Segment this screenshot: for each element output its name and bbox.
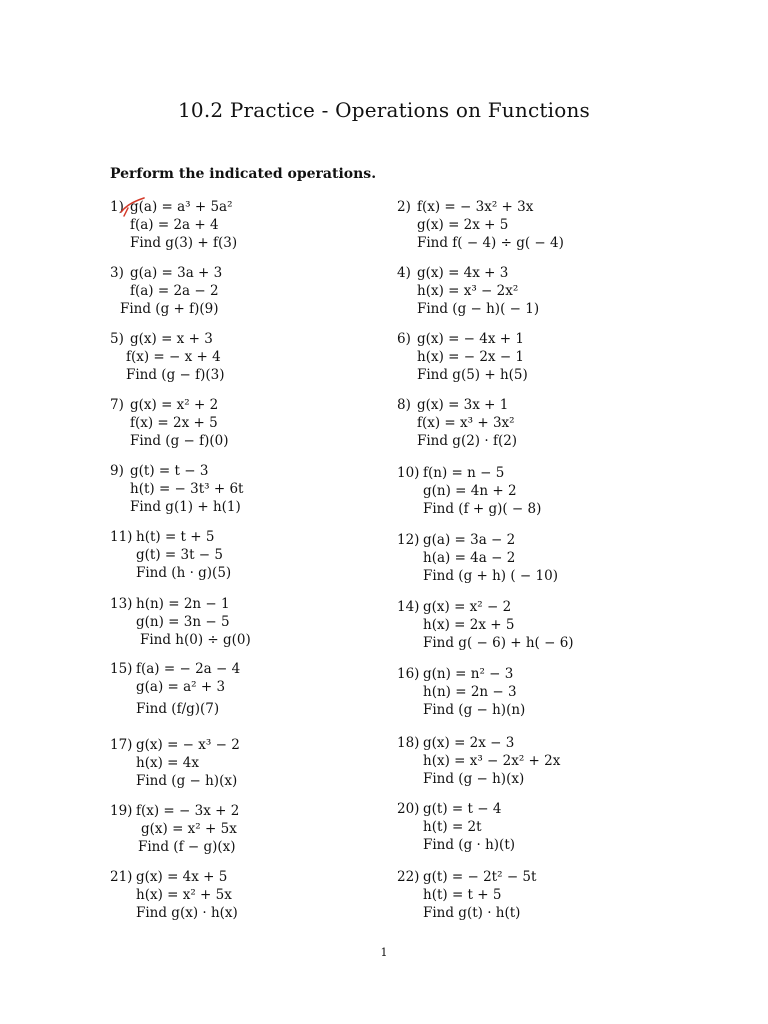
problem-line: f(a) = − 2a − 4 [136,661,241,677]
problem-line: g(n) = n² − 3 [423,666,514,682]
problem-7 [110,396,229,450]
problem-line: Find (f + g)( − 8) [423,501,542,517]
problem-line: g(t) = − 2t² − 5t [423,869,537,885]
problem-number: 22) [397,869,420,885]
problem-line: h(x) = − 2x − 1 [417,349,525,365]
problem-number: 21) [110,869,133,885]
problem-number: 8) [397,397,411,413]
page-number: 1 [380,946,388,959]
problem-5 [110,330,225,384]
problem-line: h(x) = x² + 5x [136,887,232,903]
problem-line: h(n) = 2n − 3 [423,684,517,700]
problem-line: Find (g − f)(0) [130,433,229,449]
problem-line: g(x) = 3x + 1 [417,397,509,413]
problem-line: g(x) = 2x + 5 [417,217,509,233]
problem-number: 13) [110,596,133,612]
problem-number: 2) [397,199,411,215]
problem-line: g(n) = 4n + 2 [423,483,517,499]
problem-number: 1) [110,199,124,215]
problem-line: Find (g − h)( − 1) [417,301,540,317]
problem-line: Find g(t) · h(t) [423,905,521,921]
problem-line: g(x) = 4x + 5 [136,869,228,885]
problem-line: g(n) = 3n − 5 [136,614,230,630]
problem-number: 18) [397,735,420,751]
problem-line: Find (g − h)(x) [136,773,238,789]
problem-4 [397,264,539,318]
problem-line: h(t) = t + 5 [423,887,502,903]
problem-line: Find (h · g)(5) [136,565,232,581]
problem-line: f(a) = 2a − 2 [130,283,219,299]
problem-line: g(x) = − 4x + 1 [417,331,524,347]
problem-8 [397,396,517,450]
problem-line: g(t) = t − 3 [130,463,209,479]
problem-number: 15) [110,661,133,677]
problem-line: f(x) = − 3x + 2 [136,803,240,819]
problem-line: f(n) = n − 5 [423,465,505,481]
problem-line: Find g( − 6) + h( − 6) [423,635,574,651]
problem-12 [397,531,558,585]
problem-number: 3) [110,265,124,281]
problem-3 [110,264,222,318]
problem-line: Find (g − h)(x) [423,771,525,787]
problem-line: Find (g − h)(n) [423,702,526,718]
problem-9 [110,462,243,516]
problem-number: 6) [397,331,411,347]
problem-line: Find g(2) · f(2) [417,433,518,449]
problem-6 [397,330,528,384]
problem-number: 5) [110,331,124,347]
problem-line: f(x) = 2x + 5 [130,415,218,431]
problem-18 [397,734,560,788]
problem-line: Find (g + h) ( − 10) [423,568,558,584]
problem-21 [110,868,238,922]
problem-line: g(x) = 4x + 3 [417,265,509,281]
problem-number: 17) [110,737,133,753]
problem-line: h(t) = − 3t³ + 6t [130,481,244,497]
problem-line: Find (g + f)(9) [120,301,219,317]
problem-line: g(x) = x + 3 [130,331,213,347]
problem-line: Find g(1) + h(1) [130,499,241,515]
problem-line: Find (g − f)(3) [126,367,225,383]
problem-line: Find g(5) + h(5) [417,367,528,383]
instructions: Perform the indicated operations. [110,166,377,182]
problem-10 [397,464,541,518]
problem-line: g(a) = 3a − 2 [423,532,516,548]
problem-line: g(x) = − x³ − 2 [136,737,240,753]
problem-2 [397,198,564,252]
problem-line: Find g(3) + f(3) [130,235,238,251]
problem-number: 10) [397,465,420,481]
problem-20 [397,800,515,854]
problem-line: h(t) = 2t [423,819,482,835]
problem-line: Find (g · h)(t) [423,837,516,853]
problem-line: h(n) = 2n − 1 [136,596,230,612]
problem-17 [110,736,240,790]
problem-line: g(a) = 3a + 3 [130,265,223,281]
problem-number: 11) [110,529,133,545]
problem-line: Find g(x) · h(x) [136,905,238,921]
problem-line: g(t) = t − 4 [423,801,502,817]
problem-number: 16) [397,666,420,682]
problem-19 [110,802,239,856]
problem-number: 14) [397,599,420,615]
problem-13 [110,595,251,649]
problem-line: f(x) = − x + 4 [126,349,221,365]
problem-line: g(x) = x² + 2 [130,397,219,413]
problem-number: 7) [110,397,124,413]
problem-number: 20) [397,801,420,817]
problem-1 [110,198,237,252]
problem-line: g(x) = x² − 2 [423,599,512,615]
problem-line: f(a) = 2a + 4 [130,217,219,233]
problem-line: Find (f/g)(7) [136,701,220,717]
problem-line: h(x) = x³ − 2x² + 2x [423,753,561,769]
problem-number: 4) [397,265,411,281]
problem-number: 9) [110,463,124,479]
problem-16 [397,665,525,719]
problem-line: Find (f − g)(x) [138,839,236,855]
page-title: 10.2 Practice - Operations on Functions [177,98,590,122]
problem-line: Find h(0) ÷ g(0) [140,632,251,648]
problem-line: f(x) = − 3x² + 3x [417,199,534,215]
problem-line: g(a) = a² + 3 [136,679,226,695]
problem-line: Find f( − 4) ÷ g( − 4) [417,235,564,251]
problem-line: g(x) = x² + 5x [141,821,237,837]
problem-15 [110,660,240,718]
problem-14 [397,598,574,652]
problem-line: h(x) = x³ − 2x² [417,283,519,299]
problem-line: h(a) = 4a − 2 [423,550,516,566]
problem-number: 19) [110,803,133,819]
problem-line: h(t) = t + 5 [136,529,215,545]
problem-line: f(x) = x³ + 3x² [417,415,515,431]
problem-line: g(x) = 2x − 3 [423,735,515,751]
problem-22 [397,868,536,922]
problem-line: g(t) = 3t − 5 [136,547,223,563]
problem-11 [110,528,231,582]
problem-line: g(a) = a³ + 5a² [130,199,233,215]
problem-line: h(x) = 2x + 5 [423,617,515,633]
problem-line: h(x) = 4x [136,755,199,771]
problem-number: 12) [397,532,420,548]
